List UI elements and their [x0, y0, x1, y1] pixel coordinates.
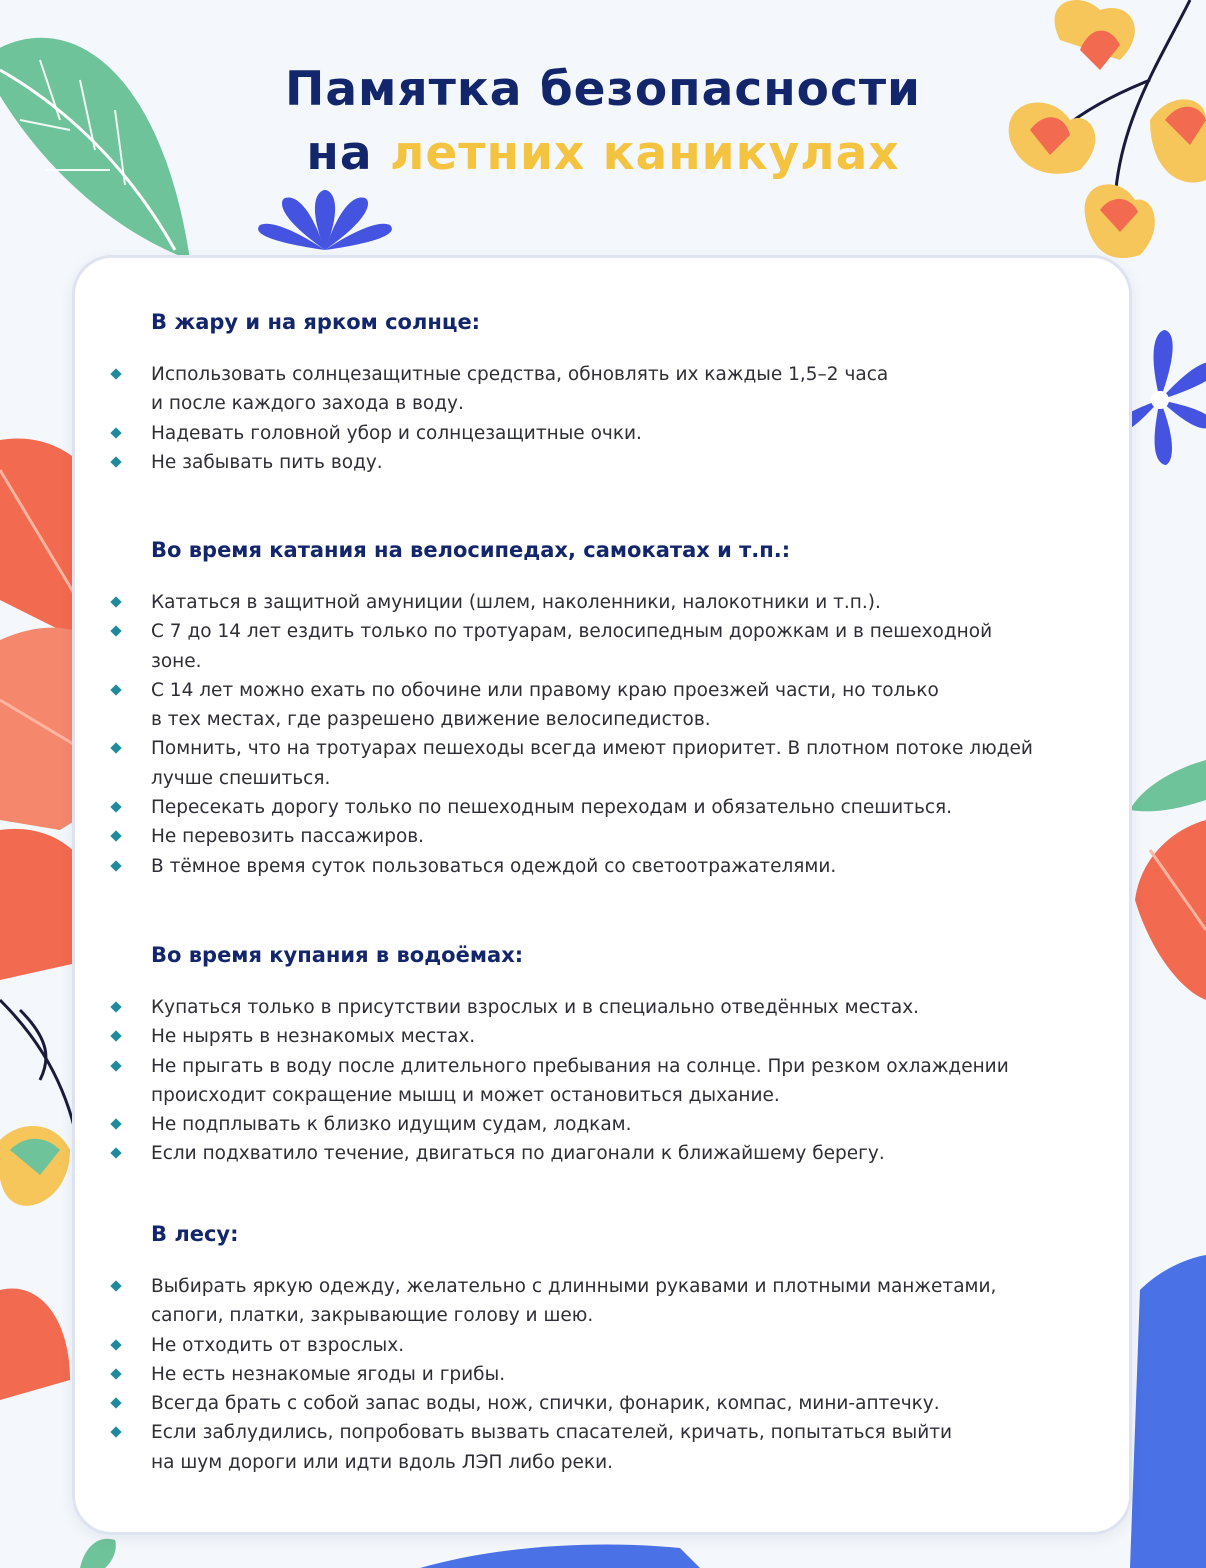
list-item-text: Не забывать пить воду.	[151, 451, 383, 473]
list-item	[75, 793, 1135, 822]
bullet-list	[75, 588, 1135, 881]
leaf-icon	[1130, 760, 1206, 811]
diamond-bullet-icon	[110, 456, 121, 467]
section-swimming	[75, 941, 1135, 1169]
title-line-2-prefix: на	[306, 126, 373, 181]
list-item-text: С 14 лет можно ехать по обочине или правому краю проезжей части, но только	[151, 679, 939, 701]
section-heading: В лесу:	[151, 1222, 239, 1246]
list-item-text: Кататься в защитной амуниции (шлем, наколенники, налокотники и т.п.).	[151, 592, 881, 613]
list-item-text: происходит сокращение мышц и может остановиться дыхание.	[151, 1084, 780, 1106]
section-cycling	[75, 536, 1135, 881]
list-item-text: зоне.	[151, 650, 202, 672]
diamond-bullet-icon	[110, 831, 121, 842]
list-item	[75, 419, 1135, 448]
diamond-bullet-icon	[110, 743, 121, 754]
diamond-bullet-icon	[110, 860, 121, 871]
diamond-bullet-icon	[110, 1060, 121, 1071]
list-item-text: Не прыгать в воду после длительного пребывания на солнце. При резком охлаждении	[151, 1055, 1009, 1077]
list-item-text: сапоги, платки, закрывающие голову и шею.	[151, 1305, 594, 1327]
blue-wave-shape	[420, 1544, 700, 1568]
list-item	[75, 1418, 1135, 1477]
diamond-bullet-icon	[110, 1031, 121, 1042]
list-item-text: Если подхватило течение, двигаться по диагонали к ближайшему берегу.	[151, 1143, 885, 1165]
list-item	[75, 822, 1135, 851]
list-item-text: В тёмное время суток пользоваться одеждой со светоотражателями.	[151, 855, 837, 877]
stem-flower-icon	[0, 1000, 75, 1206]
diamond-bullet-icon	[110, 1427, 121, 1438]
list-item-text: лучше спешиться.	[151, 767, 331, 789]
list-item	[75, 852, 1135, 881]
list-item-text: Не есть незнакомые ягоды и грибы.	[151, 1363, 506, 1385]
list-item-text: Помнить, что на тротуарах пешеходы всегда имеют приоритет. В плотном потоке людей	[151, 738, 1033, 760]
diamond-bullet-icon	[110, 801, 121, 812]
list-item-text: Всегда брать с собой запас воды, нож, спички, фонарик, компас, мини-аптечку.	[151, 1393, 940, 1415]
list-item-text: на шум дороги или идти вдоль ЛЭП либо реки.	[151, 1451, 613, 1473]
list-item	[75, 1052, 1135, 1111]
list-item-text: Пересекать дорогу только по пешеходным переходам и обязательно спешиться.	[151, 797, 953, 819]
blue-wave-shape	[1130, 1255, 1206, 1568]
diamond-bullet-icon	[110, 596, 121, 607]
list-item	[75, 1139, 1135, 1168]
diamond-bullet-icon	[110, 1368, 121, 1379]
list-item-text: Не подплывать к близко идущим судам, лодкам.	[151, 1114, 632, 1136]
diamond-bullet-icon	[110, 1001, 121, 1012]
list-item-text: Выбирать яркую одежду, желательно с длинными рукавами и плотными манжетами,	[151, 1276, 997, 1297]
list-item	[75, 448, 1135, 477]
content-card	[72, 255, 1132, 1535]
bullet-list	[75, 993, 1135, 1169]
list-item	[75, 617, 1135, 676]
bullet-list	[75, 360, 1135, 477]
list-item	[75, 1110, 1135, 1139]
section-heat-sun	[75, 308, 1135, 477]
list-item-text: Использовать солнцезащитные средства, обновлять их каждые 1,5–2 часа	[151, 364, 889, 385]
diamond-bullet-icon	[110, 1339, 121, 1350]
list-item	[75, 1272, 1135, 1331]
leaf-icon	[80, 1539, 116, 1568]
diamond-bullet-icon	[110, 1280, 121, 1291]
list-item-text: С 7 до 14 лет ездить только по тротуарам, велосипедным дорожкам и в пешеходной	[151, 621, 993, 643]
list-item-text: и после каждого захода в воду.	[151, 393, 464, 415]
title-line-2	[0, 122, 1206, 186]
bullet-list	[75, 1272, 1135, 1477]
title-line-1: Памятка безопасности	[284, 62, 921, 117]
list-item	[75, 360, 1135, 419]
list-item-text: Если заблудились, попробовать вызвать спасателей, кричать, попытаться выйти	[151, 1422, 953, 1444]
section-heading: Во время купания в водоёмах:	[151, 943, 524, 967]
list-item	[75, 993, 1135, 1022]
list-item	[75, 1389, 1135, 1418]
list-item-text: Не нырять в незнакомых местах.	[151, 1026, 476, 1048]
list-item	[75, 1331, 1135, 1360]
diamond-bullet-icon	[110, 1148, 121, 1159]
list-item-text: Надевать головной убор и солнцезащитные очки.	[151, 422, 642, 444]
diamond-bullet-icon	[110, 1398, 121, 1409]
section-heading: Во время катания на велосипедах, самокатах и т.п.:	[151, 538, 791, 562]
list-item	[75, 588, 1135, 617]
list-item-text: в тех местах, где разрешено движение велосипедистов.	[151, 709, 711, 731]
coral-flower-icon	[1135, 820, 1206, 1000]
diamond-bullet-icon	[110, 368, 121, 379]
section-forest	[75, 1220, 1135, 1477]
page-title	[0, 58, 1206, 186]
title-line-2-accent: летних каникулах	[389, 126, 900, 181]
list-item-text: Купаться только в присутствии взрослых и в специально отведённых местах.	[151, 997, 920, 1018]
list-item	[75, 676, 1135, 735]
diamond-bullet-icon	[110, 684, 121, 695]
coral-petal-icon	[0, 1288, 70, 1400]
list-item-text: Не перевозить пассажиров.	[151, 826, 425, 848]
list-item	[75, 1022, 1135, 1051]
list-item	[75, 1360, 1135, 1389]
diamond-bullet-icon	[110, 626, 121, 637]
list-item-text: Не отходить от взрослых.	[151, 1334, 405, 1356]
list-item	[75, 734, 1135, 793]
blue-flower-icon	[258, 190, 392, 250]
diamond-bullet-icon	[110, 427, 121, 438]
diamond-bullet-icon	[110, 1119, 121, 1130]
section-heading: В жару и на ярком солнце:	[151, 310, 481, 334]
